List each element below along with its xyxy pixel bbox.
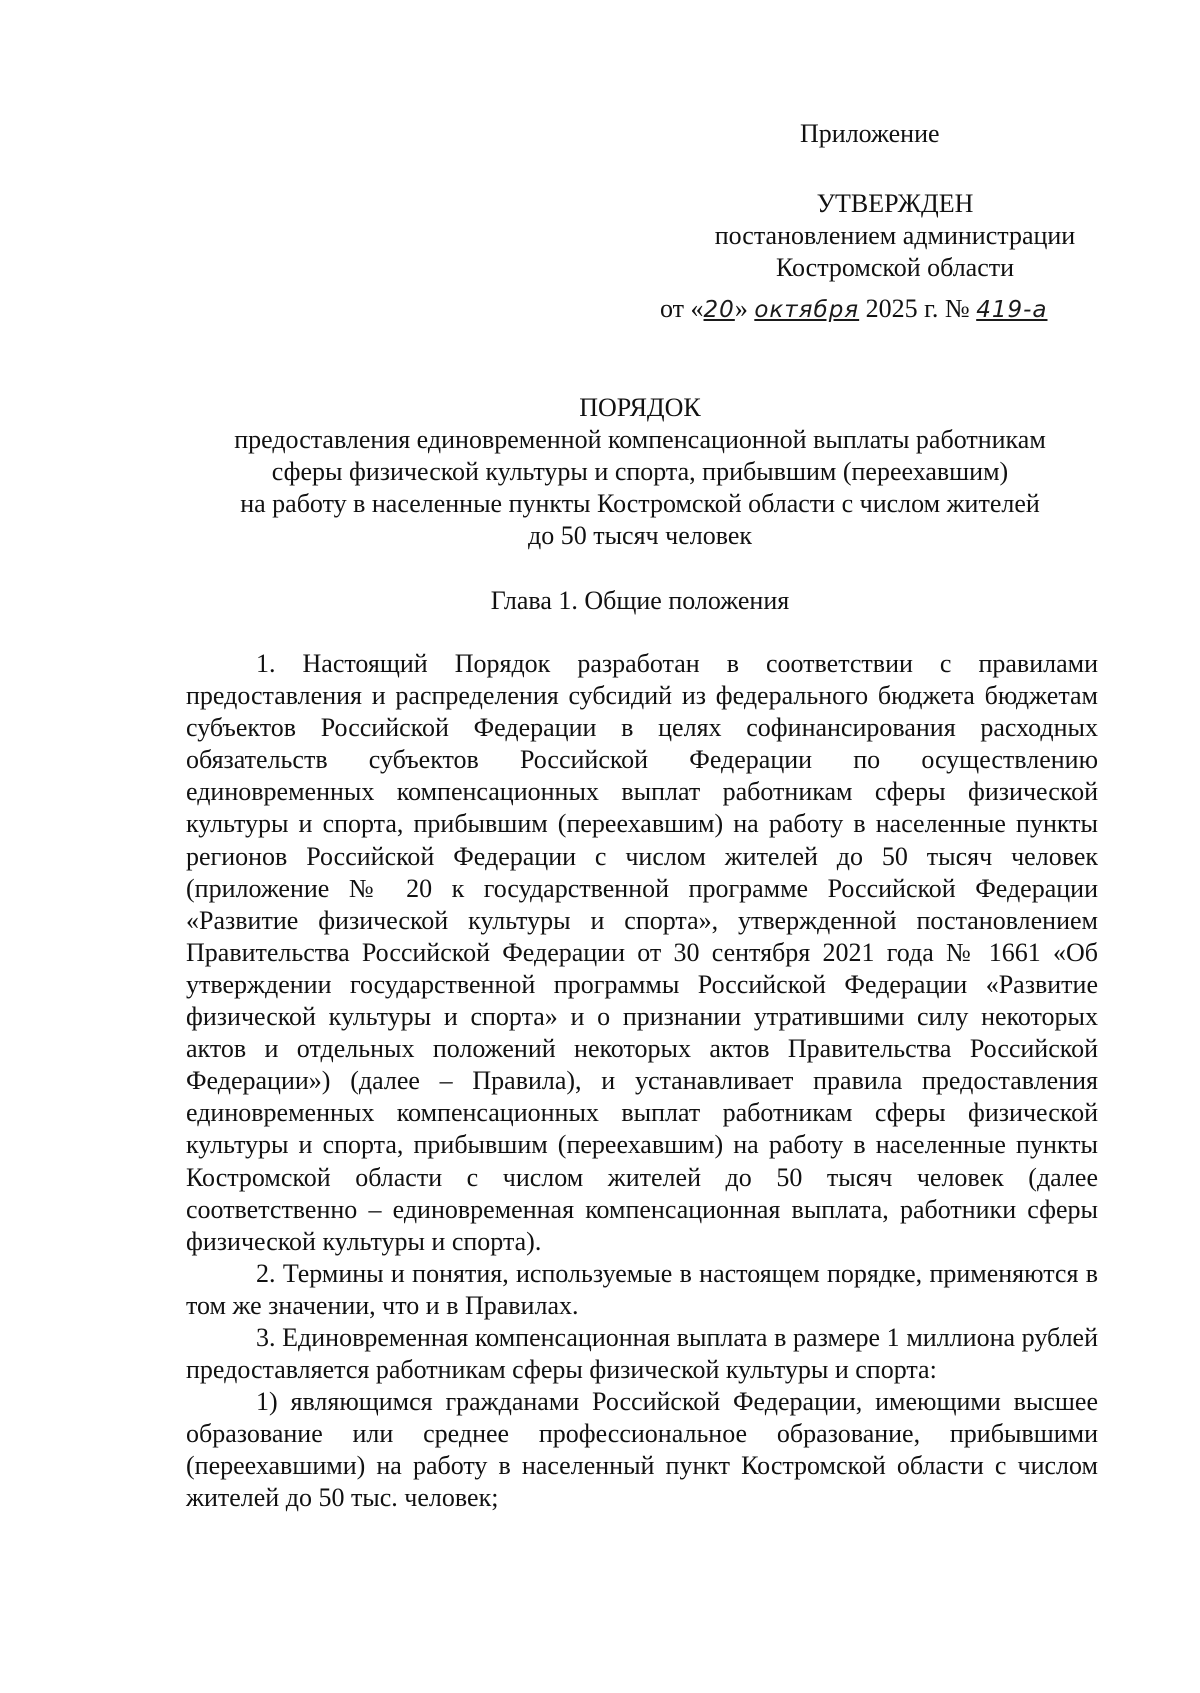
approved-by-line-2: Костромской области bbox=[775, 253, 1015, 282]
document-title bbox=[150, 392, 1130, 552]
document-body bbox=[186, 648, 1098, 1515]
handwritten-month: октября bbox=[754, 297, 860, 323]
title-heading: ПОРЯДОК bbox=[579, 393, 701, 422]
date-mid: » bbox=[734, 294, 748, 323]
paragraph-2: 2. Термины и понятия, используемые в настоящем порядке, применяются в том же значении, что и в Правилах. bbox=[186, 1258, 1098, 1320]
date-year: 2025 г. № bbox=[865, 294, 970, 323]
approval-date-line bbox=[660, 292, 1047, 327]
approved-by-line-1: постановлением администрации bbox=[714, 221, 1076, 250]
title-line-1: предоставления единовременной компенсационной выплаты работникам bbox=[234, 425, 1046, 454]
approved-label: УТВЕРЖДЕН bbox=[816, 189, 974, 218]
paragraph-3: 3. Единовременная компенсационная выплата в размере 1 миллиона рублей предоставляется работникам сферы физической культуры и спорта: bbox=[186, 1322, 1098, 1385]
handwritten-doc-number: 419-а bbox=[976, 297, 1048, 323]
chapter-heading: Глава 1. Общие положения bbox=[490, 586, 790, 615]
handwritten-day: 20 bbox=[703, 297, 735, 323]
paragraph-3-item-1: 1) являющимся гражданами Российской Федерации, имеющими высшее образование или среднее профессиональное образование, прибывшими (переехавшими) на работу в населенный пункт Костромской области с числом жителей до 50 тыс. человек; bbox=[186, 1387, 1098, 1513]
appendix-label: Приложение bbox=[800, 119, 940, 148]
title-line-3: на работу в населенные пункты Костромской области с числом жителей bbox=[240, 489, 1040, 518]
title-line-4: до 50 тысяч человек bbox=[527, 521, 753, 550]
date-prefix: от « bbox=[660, 294, 704, 323]
paragraph-1: 1. Настоящий Порядок разработан в соответствии с правилами предоставления и распределения субсидий из федерального бюджета бюджетам субъектов Российской Федерации в целях софинансирования расходных обязательств субъектов Российской Федерации по осуществлению единовременных компенсационных выплат работникам сферы физической культуры и спорта, прибывшим (переехавшим) на работу в населенные пункты регионов Российской Федерации с числом жителей до 50 тысяч человек (приложение № 20 к государственной программе Российской Федерации «Развитие физической культуры и спорта», утвержденной постановлением Правительства Российской Федерации от 30 сентября 2021 года № 1661 «Об утверждении государственной программы Российской Федерации «Развитие физической культуры и спорта» и о признании утратившими силу некоторых актов и отдельных положений некоторых актов Правительства Российской Федерации») (далее – Правила), и устанавливает правила предоставления единовременных компенсационных выплат работникам сферы физической культуры и спорта, прибывшим (переехавшим) на работу в населенные пункты Костромской области с числом жителей до 50 тысяч человек (далее соответственно – единовременная компенсационная выплата, работники сферы физической культуры и спорта). bbox=[186, 649, 1098, 1256]
approval-stamp-block bbox=[660, 188, 1130, 284]
title-line-2: сферы физической культуры и спорта, прибывшим (переехавшим) bbox=[271, 457, 1009, 486]
